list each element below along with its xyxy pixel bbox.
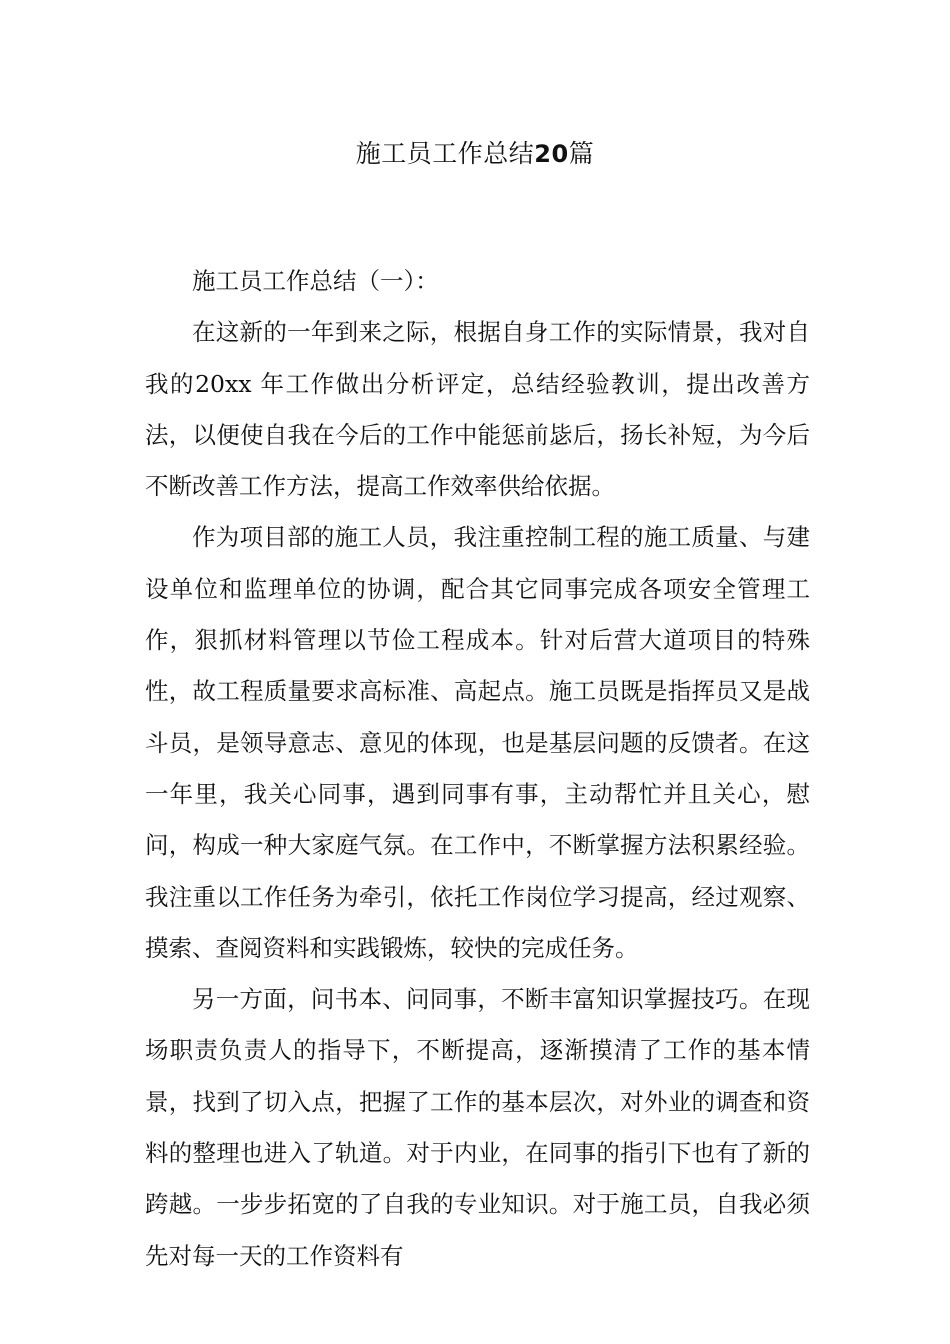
title-main-text: 施工员工作总结 bbox=[355, 139, 535, 168]
title-tail-text: 篇 bbox=[568, 139, 595, 168]
title-number: 20 bbox=[534, 140, 569, 168]
paragraph-1: 在这新的一年到来之际，根据自身工作的实际情景，我对自我的20xx 年工作做出分析评定，总结经验教训，提出改善方法，以便使自我在今后的工作中能惩前毖后，扬长补短，为今后不断改善工作方法，提高工作效率供给依据。 bbox=[145, 318, 810, 501]
document-body bbox=[145, 256, 810, 1282]
paragraph-3: 另一方面，问书本、问同事，不断丰富知识掌握技巧。在现场职责负责人的指导下，不断提高，逐渐摸清了工作的基本情景，找到了切入点，把握了工作的基本层次，对外业的调查和资料的整理也进入了轨道。对于内业，在同事的指引下也有了新的跨越。一步步拓宽的了自我的专业知识。对于施工员，自我必须先对每一天的工作资料有 bbox=[145, 985, 810, 1270]
document-title bbox=[0, 136, 950, 172]
section-heading: 施工员工作总结（一）： bbox=[192, 267, 439, 295]
paragraph-2: 作为项目部的施工人员，我注重控制工程的施工质量、与建设单位和监理单位的协调，配合其它同事完成各项安全管理工作，狠抓材料管理以节俭工程成本。针对后营大道项目的特殊性，故工程质量要求高标准、高起点。施工员既是指挥员又是战斗员，是领导意志、意见的体现，也是基层问题的反馈者。在这一年里，我关心同事，遇到同事有事，主动帮忙并且关心，慰问，构成一种大家庭气氛。在工作中，不断掌握方法积累经验。我注重以工作任务为牵引，依托工作岗位学习提高，经过观察、摸索、查阅资料和实践锻炼，较快的完成任务。 bbox=[145, 523, 810, 962]
